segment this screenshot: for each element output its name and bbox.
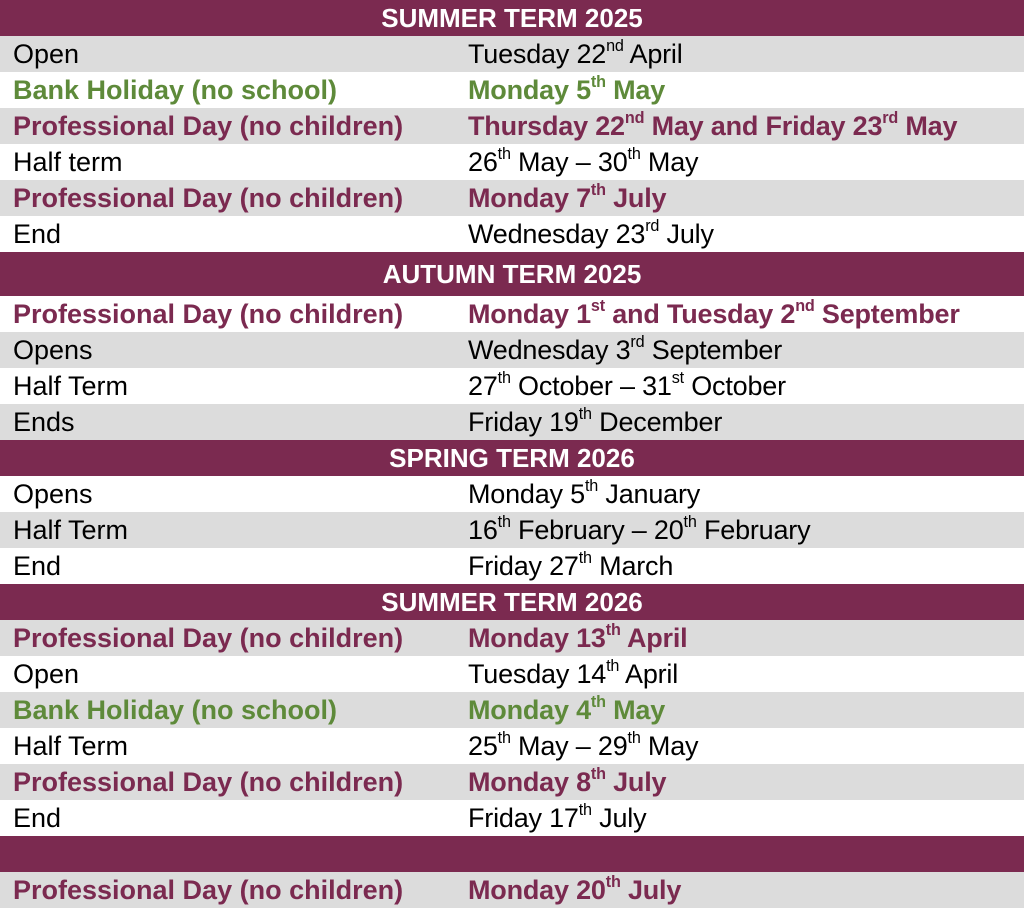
- term-header: [0, 252, 1024, 296]
- date-text: 27: [468, 371, 498, 401]
- ordinal-suffix: th: [578, 548, 592, 567]
- date-row: [0, 656, 1024, 692]
- date-row: [0, 108, 1024, 144]
- date-row: [0, 216, 1024, 252]
- ordinal-suffix: th: [627, 144, 641, 163]
- ordinal-suffix: th: [590, 72, 606, 91]
- date-text: July: [620, 875, 682, 905]
- event-date: [467, 692, 1024, 728]
- date-text: January: [598, 479, 701, 509]
- event-date: [467, 180, 1024, 216]
- event-label: Ends: [13, 407, 75, 437]
- event-label: Professional Day (no children): [13, 183, 404, 213]
- event-date: [467, 548, 1024, 584]
- ordinal-suffix: th: [605, 872, 621, 891]
- event-label: Professional Day (no children): [13, 623, 404, 653]
- ordinal-suffix: th: [627, 728, 641, 747]
- event-date: [467, 620, 1024, 656]
- date-text: Friday 27: [468, 551, 579, 581]
- date-row: [0, 368, 1024, 404]
- date-text: July: [605, 183, 667, 213]
- date-text: October – 31: [510, 371, 672, 401]
- term-title: SUMMER TERM 2026: [381, 587, 643, 617]
- date-text: Monday 5: [468, 479, 585, 509]
- date-text: April: [620, 623, 688, 653]
- event-date: [467, 108, 1024, 144]
- term-title: SUMMER TERM 2025: [381, 3, 643, 33]
- date-text: September: [644, 335, 782, 365]
- date-text: May – 29: [510, 731, 628, 761]
- date-text: 25: [468, 731, 498, 761]
- ordinal-suffix: th: [578, 404, 592, 423]
- ordinal-suffix: th: [590, 764, 606, 783]
- ordinal-suffix: th: [590, 692, 606, 711]
- date-text: October: [683, 371, 786, 401]
- date-row: [0, 36, 1024, 72]
- event-label: Professional Day (no children): [13, 299, 404, 329]
- date-text: July: [591, 803, 647, 833]
- event-label: Professional Day (no children): [13, 875, 404, 905]
- date-text: February – 20: [510, 515, 684, 545]
- event-date: [467, 512, 1024, 548]
- event-date: [467, 296, 1024, 332]
- event-label: Open: [13, 39, 80, 69]
- date-text: March: [591, 551, 674, 581]
- date-text: Monday 4: [468, 695, 591, 725]
- term-title: AUTUMN TERM 2025: [382, 259, 642, 289]
- ordinal-suffix: th: [578, 800, 592, 819]
- date-text: May: [640, 147, 699, 177]
- date-row: [0, 728, 1024, 764]
- date-text: and Tuesday 2: [604, 299, 796, 329]
- date-text: May – 30: [510, 147, 628, 177]
- date-row: [0, 476, 1024, 512]
- term-header: [0, 584, 1024, 620]
- date-text: Monday 8: [468, 767, 591, 797]
- date-row: [0, 764, 1024, 800]
- date-text: 16: [468, 515, 498, 545]
- ordinal-suffix: rd: [630, 332, 645, 351]
- date-text: Friday 19: [468, 407, 579, 437]
- date-row: [0, 872, 1024, 908]
- term-header: [0, 0, 1024, 36]
- date-text: Tuesday 14: [468, 659, 607, 689]
- date-text: Monday 20: [468, 875, 606, 905]
- event-date: [467, 656, 1024, 692]
- date-text: April: [623, 39, 683, 69]
- ordinal-suffix: rd: [645, 216, 660, 235]
- date-text: May and Friday 23: [644, 111, 883, 141]
- date-row: [0, 548, 1024, 584]
- date-text: May: [605, 75, 666, 105]
- event-label: Opens: [13, 479, 93, 509]
- event-label: Professional Day (no children): [13, 111, 404, 141]
- ordinal-suffix: th: [683, 512, 697, 531]
- date-row: [0, 332, 1024, 368]
- event-label: Half Term: [13, 371, 129, 401]
- date-row: [0, 180, 1024, 216]
- date-row: [0, 296, 1024, 332]
- event-label: End: [13, 803, 62, 833]
- date-row: [0, 800, 1024, 836]
- term-header: [0, 440, 1024, 476]
- date-text: May: [605, 695, 666, 725]
- event-date: [467, 800, 1024, 836]
- date-text: Monday 5: [468, 75, 591, 105]
- event-date: [467, 216, 1024, 252]
- date-text: April: [619, 659, 679, 689]
- date-text: 26: [468, 147, 498, 177]
- event-date: [467, 404, 1024, 440]
- date-text: Wednesday 3: [468, 335, 631, 365]
- date-row: [0, 512, 1024, 548]
- event-label: Half Term: [13, 515, 129, 545]
- date-row: [0, 620, 1024, 656]
- date-text: Wednesday 23: [468, 219, 646, 249]
- event-date: [467, 872, 1024, 908]
- term-title: SPRING TERM 2026: [389, 443, 635, 473]
- ordinal-suffix: th: [606, 656, 620, 675]
- event-label: Half term: [13, 147, 123, 177]
- ordinal-suffix: th: [497, 144, 511, 163]
- ordinal-suffix: th: [590, 180, 606, 199]
- event-label: Opens: [13, 335, 93, 365]
- ordinal-suffix: st: [671, 368, 684, 387]
- date-text: Monday 13: [468, 623, 606, 653]
- date-text: Friday 17: [468, 803, 579, 833]
- event-date: [467, 764, 1024, 800]
- event-date: [467, 144, 1024, 180]
- ordinal-suffix: th: [584, 476, 599, 495]
- ordinal-suffix: st: [590, 296, 605, 315]
- date-row: [0, 72, 1024, 108]
- ordinal-suffix: rd: [882, 108, 899, 127]
- ordinal-suffix: th: [497, 512, 511, 531]
- date-text: September: [814, 299, 960, 329]
- date-row: [0, 144, 1024, 180]
- date-text: May: [898, 111, 958, 141]
- date-text: July: [605, 767, 667, 797]
- event-date: [467, 476, 1024, 512]
- event-date: [467, 36, 1024, 72]
- date-text: February: [696, 515, 811, 545]
- event-label: Half Term: [13, 731, 129, 761]
- term-header: [0, 836, 1024, 872]
- event-date: [467, 72, 1024, 108]
- event-label: Bank Holiday (no school): [13, 75, 338, 105]
- ordinal-suffix: th: [605, 620, 621, 639]
- ordinal-suffix: th: [497, 728, 511, 747]
- date-text: Monday 1: [468, 299, 591, 329]
- date-text: Monday 7: [468, 183, 591, 213]
- ordinal-suffix: nd: [795, 296, 815, 315]
- event-label: Bank Holiday (no school): [13, 695, 338, 725]
- date-text: Tuesday 22: [468, 39, 607, 69]
- date-text: Thursday 22: [468, 111, 625, 141]
- event-date: [467, 728, 1024, 764]
- ordinal-suffix: th: [497, 368, 511, 387]
- ordinal-suffix: nd: [606, 36, 624, 55]
- date-text: July: [659, 219, 714, 249]
- event-label: End: [13, 551, 62, 581]
- event-label: Professional Day (no children): [13, 767, 404, 797]
- event-label: Open: [13, 659, 80, 689]
- event-date: [467, 368, 1024, 404]
- date-row: [0, 692, 1024, 728]
- date-row: [0, 404, 1024, 440]
- event-date: [467, 332, 1024, 368]
- ordinal-suffix: nd: [624, 108, 645, 127]
- date-text: December: [591, 407, 723, 437]
- event-label: End: [13, 219, 62, 249]
- date-text: May: [640, 731, 699, 761]
